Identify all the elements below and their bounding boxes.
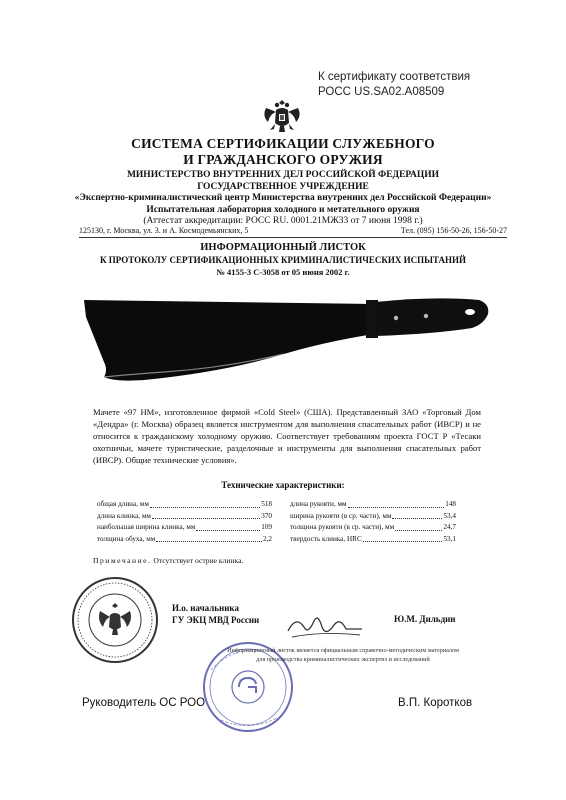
institution-type: ГОСУДАРСТВЕННОЕ УЧРЕЖДЕНИЕ	[197, 181, 369, 192]
handle-rivet-2	[424, 314, 428, 318]
machete-blade	[84, 300, 374, 381]
address-row	[79, 226, 507, 235]
machete-handle	[376, 298, 488, 336]
lanyard-hole	[465, 309, 475, 315]
note-label: Примечание.	[93, 556, 152, 565]
spec-label: ширина рукояти (в ср. части), мм	[290, 511, 392, 520]
spec-row	[290, 499, 456, 511]
spec-row	[290, 534, 456, 546]
system-title-line2: И ГРАЖДАНСКОГО ОРУЖИЯ	[183, 152, 383, 167]
phone: Тел. (095) 156-50-26, 156-50-27	[400, 226, 507, 235]
ministry-name: МИНИСТЕРСТВО ВНУТРЕННИХ ДЕЛ РОССИЙСКОЙ ФЕДЕРАЦИИ	[126, 170, 440, 180]
signatory-organization: ГУ ЭКЦ МВД России	[172, 615, 260, 625]
fineprint-line1: Информационный листок является официальным справочно-методическим материалом	[227, 647, 459, 654]
certification-head-label: Руководитель ОС РОО	[82, 697, 206, 709]
spec-label: наибольшая ширина клинка, мм	[97, 523, 196, 531]
spec-value: 53,4	[443, 511, 456, 520]
certification-head-name: В.П. Коротков	[398, 697, 473, 709]
tech-specs-title: Технические характеристики:	[221, 480, 345, 490]
info-sheet-subtitle: К ПРОТОКОЛУ СЕРТИФИКАЦИОННЫХ КРИМИНАЛИСТИЧЕСКИХ ИСПЫТАНИЙ	[100, 255, 466, 265]
signature-icon	[282, 607, 368, 643]
certificate-number: РОСС US.SA02.A08509	[318, 86, 445, 98]
spec-label: длина рукояти, мм	[290, 500, 347, 508]
note-text: Отсутствует острие клинка.	[153, 556, 244, 565]
spec-row	[290, 522, 456, 534]
coat-of-arms-icon	[260, 96, 304, 136]
spec-value: 53,1	[443, 534, 456, 543]
accreditation: (Аттестат аккредитации: РОСС RU. 0001.21МЖ33 от 7 июня 1998 г.)	[143, 216, 423, 226]
official-seal-icon	[70, 575, 160, 665]
signatory-block	[172, 602, 259, 626]
spec-value: 2,2	[263, 534, 272, 543]
system-title-line1: СИСТЕМА СЕРТИФИКАЦИИ СЛУЖЕБНОГО	[131, 136, 435, 151]
spec-row	[97, 522, 272, 534]
system-title	[0, 136, 566, 168]
spec-value: 24,7	[443, 523, 456, 531]
address: 125130, г. Москва, ул. 3. и А. Космодемьянских, 5	[79, 226, 249, 235]
specs-left-column	[97, 499, 272, 545]
spec-label: общая длина, мм	[97, 500, 149, 508]
spec-label: толщина обуха, мм	[97, 534, 156, 543]
spec-value: 148	[445, 500, 456, 508]
spec-row	[97, 511, 272, 523]
protocol-number: № 4155-3 С-3058 от 05 июня 2002 г.	[216, 267, 350, 277]
fineprint	[202, 646, 484, 664]
machete-image	[74, 282, 494, 390]
spec-label: длина клинка, мм	[97, 511, 151, 520]
signatory-title: И.о. начальника	[172, 603, 239, 613]
info-sheet-heading	[0, 242, 566, 278]
certificate-reference	[318, 70, 470, 100]
spec-value: 518	[261, 500, 272, 508]
laboratory-name: Испытательная лаборатория холодного и метательного оружия	[146, 204, 420, 215]
handle-rivet-1	[394, 316, 398, 320]
info-sheet-title: ИНФОРМАЦИОННЫЙ ЛИСТОК	[200, 242, 366, 253]
fineprint-line2: для производства криминалистических экспертиз и исследований	[256, 656, 430, 663]
spec-row	[97, 534, 272, 546]
header-divider	[79, 237, 507, 238]
description: Мачете «97 НМ», изготовленное фирмой «Cold Steel» (США). Представленный ЗАО «Торговый Дом «Дендра» (г. Москва) образец является инструментом для выполнения спасательных работ (ИВСР) и не относится к гражданскому холодному оружию. Соответствует требованиям проекта ГОСТ Р «Тесаки охотничьи, мачете туристические, разделочные и инструменты для выполнения спасательных работ (ИВСР). Общие технические условия».	[93, 407, 481, 465]
ministry-header	[0, 170, 566, 228]
spec-value: 370	[261, 511, 272, 520]
institution-name: «Экспертно-криминалистический центр Министерства внутренних дел Российской Федерации»	[74, 193, 492, 203]
spec-row	[97, 499, 272, 511]
spec-label: толщина рукояти (в ср. части), мм	[290, 523, 395, 531]
note	[93, 556, 243, 565]
spec-row	[290, 511, 456, 523]
spec-label: твердость клинка, HRC	[290, 534, 362, 543]
signatory-name: Ю.М. Дильдин	[394, 614, 456, 624]
certificate-reference-label: К сертификату соответствия	[318, 71, 471, 83]
specs-right-column	[290, 499, 456, 545]
spec-value: 109	[261, 523, 272, 531]
